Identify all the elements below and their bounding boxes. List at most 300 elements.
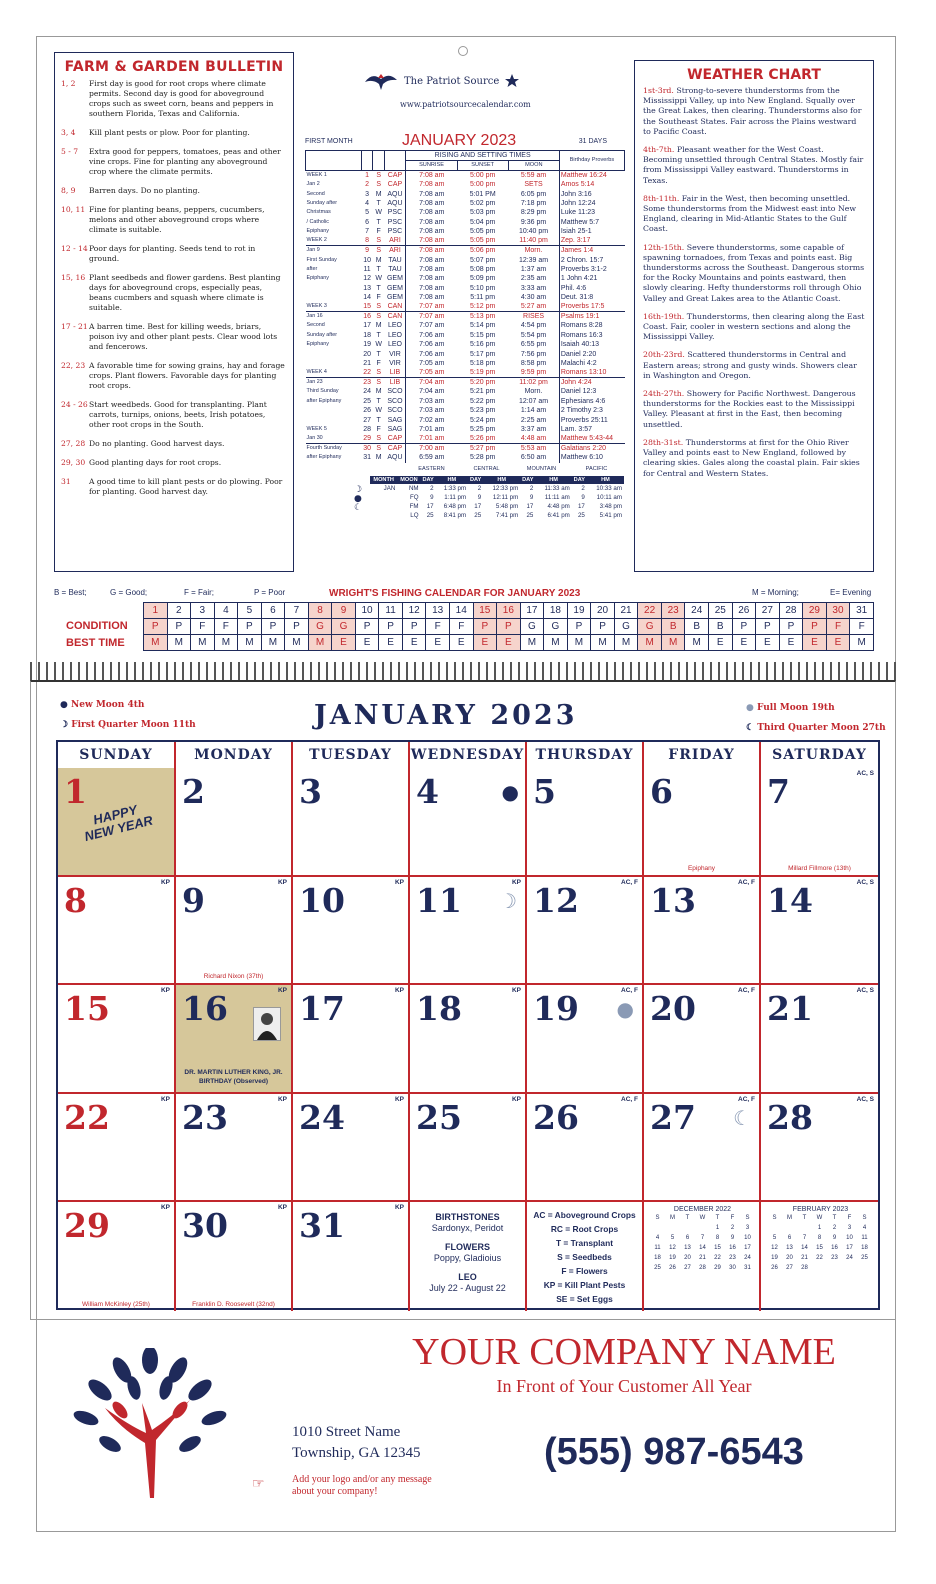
farm-item-text: A barren time. Best for killing weeds, briars, poison ivy and other plant pests. Clear wood lots and fencerows.: [89, 322, 278, 351]
day-cell[interactable]: [644, 877, 761, 986]
week-note: Second: [306, 190, 325, 197]
legend-item: KP = Kill Plant Pests: [543, 1280, 626, 1290]
sunset: 5:24 pm: [470, 416, 496, 424]
sunset: 5:07 pm: [470, 256, 496, 264]
day-cell[interactable]: [761, 985, 878, 1094]
moon-phase-table: [370, 476, 624, 520]
day-number: 21: [767, 989, 813, 1028]
day-cell[interactable]: [527, 985, 644, 1094]
mini-dow: T: [685, 1215, 690, 1221]
day-number: 27: [650, 1097, 696, 1137]
third-quarter-note: ☾ Third Quarter Moon 27th: [746, 723, 886, 733]
sunrise: 7:03 am: [406, 397, 457, 406]
sunset: 5:17 pm: [470, 350, 496, 358]
day-cell[interactable]: [644, 768, 761, 877]
day-cell[interactable]: [176, 985, 293, 1094]
month-grid: [56, 740, 880, 1310]
moon-time: 5:54 pm: [520, 331, 547, 339]
day-cell[interactable]: [293, 1094, 410, 1203]
moon-table-head: HM: [436, 476, 468, 484]
fishing-day: 26: [732, 603, 756, 619]
weather-chart: [634, 60, 874, 572]
mini-day: 8: [817, 1235, 822, 1241]
weather-title: WEATHER CHART: [687, 67, 821, 83]
almanac-day: 23: [363, 379, 371, 387]
fishing-day: 29: [803, 603, 827, 619]
almanac-dow: T: [376, 350, 381, 358]
fishing-best-time: M: [638, 635, 662, 651]
fishing-day: 8: [308, 603, 332, 619]
moon-cell: 17: [474, 503, 482, 510]
day-number: 16: [182, 989, 228, 1028]
farm-list: [61, 79, 287, 497]
fishing-best-time: E: [732, 635, 756, 651]
almanac-day: 4: [365, 199, 370, 207]
mini-day: [650, 1225, 665, 1231]
farm-item-days: 1, 2: [61, 79, 76, 88]
almanac-row: [306, 415, 625, 424]
almanac-day: 10: [363, 256, 371, 264]
moon-cell: 17: [426, 503, 434, 510]
moon-time: 1:14 am: [520, 407, 547, 415]
moon-cell: 25: [526, 512, 534, 519]
mini-day: 13: [786, 1245, 793, 1251]
moon-time: 6:50 am: [520, 454, 547, 462]
proverb: Deut. 31:8: [559, 293, 624, 302]
day-number: 30: [182, 1206, 228, 1245]
sunrise: 6:59 am: [406, 453, 457, 462]
weather-item: [643, 86, 865, 137]
mini-day: 10: [846, 1235, 853, 1241]
proverb: Psalms 19:1: [559, 312, 624, 322]
street: 1010 Street Name: [292, 1424, 401, 1440]
day-header: SATURDAY: [772, 747, 867, 763]
day-cell[interactable]: [58, 877, 176, 986]
fishing-best-time: E: [708, 635, 732, 651]
mini-day: 14: [801, 1245, 808, 1251]
farm-item-days: 24 - 26: [61, 400, 88, 409]
crop-tag: KP: [511, 1095, 521, 1103]
mini-day: 25: [861, 1255, 868, 1261]
star-icon: [505, 74, 519, 88]
moon-table-head: HM: [535, 476, 571, 484]
legend-item: F = Flowers: [561, 1266, 608, 1276]
mini-day: [665, 1225, 680, 1231]
farm-item: [61, 439, 287, 449]
moon-time: 4:30 am: [520, 294, 547, 302]
fishing-condition: P: [355, 619, 379, 635]
sunset: 5:12 pm: [470, 303, 496, 311]
almanac-day: 28: [363, 426, 371, 433]
almanac-dow: S: [376, 435, 382, 443]
moon-cell: FQ: [409, 494, 419, 501]
mini-dow: W: [816, 1215, 823, 1221]
mini-day: 27: [684, 1265, 691, 1271]
first-quarter-note: ☽ First Quarter Moon 11th: [60, 720, 196, 730]
day-cell[interactable]: [410, 985, 527, 1094]
day-cell[interactable]: [293, 1202, 410, 1311]
company-name: YOUR COMPANY NAME: [412, 1331, 836, 1373]
moon-sign: GEM: [386, 275, 403, 283]
new-moon-icon: ●: [60, 700, 68, 710]
key-best: B = Best;: [54, 588, 87, 597]
weather-item: [643, 312, 865, 343]
day-number: 18: [416, 989, 462, 1028]
mini-day: [767, 1225, 782, 1231]
sunrise: 7:07 am: [406, 302, 457, 312]
day-cell[interactable]: [58, 1094, 176, 1203]
mini-day: 19: [771, 1255, 778, 1261]
farm-item-days: 12 - 14: [61, 244, 88, 253]
day-header: MONDAY: [176, 742, 293, 768]
birthstones-value: Sardonyx, Peridot: [431, 1223, 504, 1233]
fishing-best-time: M: [214, 635, 238, 651]
crop-tag: KP: [511, 987, 521, 994]
proverb: Romans 16:3: [559, 331, 624, 340]
day-cell[interactable]: [176, 877, 293, 986]
farm-item-days: 15, 16: [61, 273, 86, 282]
weather-item-text: Strong-to-severe thunderstorms from the Mississippi Valley, up into New England. Squally over the Great Lakes, then clearing. Thunderstorms also for the Southeast States. Fair across the Plains westward to Pacific Coast.: [643, 86, 862, 136]
moon-time: 3:33 am: [520, 284, 547, 292]
almanac-title: JANUARY 2023: [402, 132, 517, 149]
day-cell[interactable]: [176, 1094, 293, 1203]
farm-item: [61, 322, 287, 352]
day-cell[interactable]: [527, 877, 644, 986]
day-cell[interactable]: [410, 768, 527, 877]
moon-time: 6:55 pm: [520, 341, 547, 349]
new-moon-note: ● New Moon 4th: [60, 700, 145, 710]
mini-day: 16: [831, 1245, 838, 1251]
fishing-best-time: M: [285, 635, 309, 651]
key-poor: P = Poor: [254, 588, 286, 597]
farm-item: [61, 79, 287, 119]
day-number: 31: [299, 1206, 345, 1245]
weather-item-text: Thunderstorms, then clearing along the East Coast. Fair, cooler in western sections and along the Mississippi Valley.: [643, 311, 865, 342]
sunset: 5:08 pm: [470, 265, 496, 273]
moon-cell: 17: [526, 503, 534, 510]
moon-time: 1:37 am: [520, 265, 547, 273]
day-number: 28: [767, 1097, 813, 1137]
patriot-logo: [364, 66, 564, 96]
day-note: Franklin D. Roosevelt (32nd): [192, 1300, 275, 1308]
almanac-row: [306, 425, 625, 434]
moon-cell: 6:48 pm: [443, 503, 467, 510]
website-url[interactable]: www.patriotsourcecalendar.com: [400, 100, 531, 109]
week-note: [306, 293, 362, 302]
zone-central: CENTRAL: [473, 466, 500, 472]
moon-cell: 25: [426, 512, 434, 519]
moon-time: 4:54 pm: [520, 322, 547, 330]
day-cell[interactable]: [176, 1202, 293, 1311]
farm-item-text: Plant seedbeds and flower gardens. Best planting days for aboveground crops, especially peas, beans cucmbers and squash where climate is suitable.: [89, 273, 281, 312]
moon-time: 2:35 am: [520, 275, 547, 283]
day-note: William McKinley (25th): [82, 1300, 150, 1308]
day-number: 12: [533, 880, 579, 920]
weather-list: [643, 86, 865, 479]
almanac-row: [306, 434, 625, 444]
moon-sign: CAN: [387, 303, 403, 311]
mini-dow: S: [655, 1215, 660, 1221]
day-cell[interactable]: [410, 877, 527, 986]
day-cell[interactable]: [58, 1202, 176, 1311]
moon-time: Morn.: [524, 247, 543, 255]
fishing-best-time: M: [191, 635, 215, 651]
sunset: 5:02 pm: [470, 199, 496, 207]
tree-logo-icon: [50, 1348, 250, 1498]
mini-dow: S: [745, 1215, 750, 1221]
mini-dow: S: [772, 1215, 777, 1221]
almanac-table: [305, 150, 625, 463]
fishing-best-time: M: [591, 635, 615, 651]
moon-sign: LIB: [389, 369, 401, 377]
mini-day: 1: [817, 1225, 822, 1231]
sunset: 5:13 pm: [470, 313, 496, 321]
week-note: / Catholic: [306, 218, 329, 225]
fishing-best-time: M: [238, 635, 262, 651]
fishing-condition: F: [449, 619, 473, 635]
moon-cell: 2: [477, 485, 482, 492]
almanac-row: [306, 349, 625, 358]
weather-item-dates: 12th-15th.: [643, 242, 685, 252]
fishing-best-time: E: [473, 635, 497, 651]
moon-cell: 12:33 pm: [492, 485, 519, 492]
almanac-dow: S: [376, 247, 382, 255]
zone-mountain: MOUNTAIN: [526, 466, 557, 472]
moon-sign: LEO: [387, 322, 402, 330]
almanac-row: [306, 265, 625, 274]
proverb: Proverbs 3:1-2: [559, 265, 624, 274]
first-quarter-icon: ☽: [60, 720, 69, 730]
almanac-dow: S: [376, 369, 382, 377]
moon-cell: 2: [581, 485, 585, 492]
moon-table-head: DAY: [573, 477, 585, 483]
sunrise: 7:08 am: [406, 199, 457, 208]
day-cell[interactable]: [410, 1094, 527, 1203]
fishing-day: 20: [591, 603, 615, 619]
almanac-day: 19: [363, 341, 371, 349]
crop-tag: AC, S: [856, 1095, 874, 1103]
sunset: 5:16 pm: [470, 341, 496, 349]
proverb: Matthew 5:7: [559, 218, 624, 227]
mini-day: 31: [744, 1265, 751, 1271]
logo-text: The Patriot Source: [404, 75, 500, 87]
sunrise: 7:08 am: [406, 208, 457, 217]
mini-day: 20: [684, 1255, 691, 1261]
day-number: 9: [182, 880, 205, 920]
mini-day: 29: [714, 1265, 721, 1271]
fishing-condition: F: [850, 619, 874, 635]
sunset: 5:22 pm: [470, 397, 496, 405]
sunset: 5:27 pm: [470, 445, 496, 453]
day-cell[interactable]: [644, 1094, 761, 1203]
mini-title: DECEMBER 2022: [673, 1206, 732, 1213]
best-time-label: BEST TIME: [66, 637, 125, 649]
proverb: Ephesians 4:6: [559, 397, 624, 406]
week-col-head: [306, 151, 362, 171]
sunrise: 7:08 am: [406, 180, 457, 189]
sunset: 5:10 pm: [470, 284, 496, 292]
legend-item: S = Seedbeds: [557, 1252, 612, 1262]
day-cell[interactable]: [293, 768, 410, 877]
mini-day: 7: [802, 1235, 807, 1241]
week-note: Epiphany: [306, 341, 329, 348]
almanac-day: 9: [365, 247, 370, 255]
fishing-day: 17: [520, 603, 544, 619]
legend-item: AC = Aboveground Crops: [533, 1210, 636, 1220]
weather-item-dates: 28th-31st.: [643, 437, 684, 447]
mini-day: 8: [715, 1235, 720, 1241]
week-note: WEEK 5: [306, 426, 327, 432]
moon-cell: 9: [430, 494, 434, 501]
fishing-day: 15: [473, 603, 497, 619]
day-cell[interactable]: [58, 768, 176, 877]
day-cell[interactable]: [761, 877, 878, 986]
day-note: Epiphany: [687, 864, 716, 872]
fishing-day: 14: [449, 603, 473, 619]
new-moon-icon: ●: [501, 780, 519, 804]
fishing-day: 27: [756, 603, 780, 619]
almanac-row: [306, 255, 625, 264]
sunset: 5:04 pm: [470, 218, 496, 226]
fishing-day: 22: [638, 603, 662, 619]
third-quarter-icon: ☾: [746, 723, 755, 733]
fishing-condition: P: [144, 619, 168, 635]
week-note: Jan 9: [306, 247, 320, 254]
moon-cell: 12:11 pm: [492, 494, 519, 501]
mini-day: 12: [771, 1245, 778, 1251]
fishing-best-time: M: [850, 635, 874, 651]
moon-sign: SCO: [387, 397, 403, 405]
sunset: 5:15 pm: [470, 331, 496, 339]
moon-time: 8:58 pm: [520, 360, 547, 368]
crop-tag: KP: [394, 1204, 404, 1211]
month-title: JANUARY 2023: [314, 700, 578, 731]
mini-day: 23: [729, 1255, 736, 1261]
moon-table-head: DAY: [422, 477, 434, 483]
day-cell[interactable]: [644, 985, 761, 1094]
weather-item: [643, 389, 865, 430]
moon-cell: 2: [430, 485, 434, 492]
sunset: 5:20 pm: [470, 379, 496, 387]
almanac-day: 16: [363, 313, 371, 321]
fishing-calendar: [54, 584, 874, 651]
day-cell[interactable]: [527, 768, 644, 877]
week-note: [306, 284, 362, 293]
mini-day: 24: [846, 1255, 853, 1261]
day-cell[interactable]: [761, 768, 878, 877]
mini-day: 12: [669, 1245, 676, 1251]
farm-item-text: A good time to kill plant pests or do plowing. Poor for planting. Good harvest day.: [89, 477, 283, 496]
fishing-day: 31: [850, 603, 874, 619]
day-number: 7: [767, 772, 790, 811]
almanac-row: [306, 171, 625, 181]
farm-item: [61, 400, 287, 430]
moon-cell: [370, 502, 397, 511]
day-cell[interactable]: [761, 1094, 878, 1203]
sign-value: July 22 - August 22: [429, 1283, 506, 1293]
moon-cell: 5:41 pm: [599, 512, 622, 519]
proverb: Daniel 12:3: [559, 387, 624, 396]
day-cell[interactable]: [176, 768, 293, 877]
key-evening: E= Evening: [830, 588, 872, 597]
fishing-day: 16: [497, 603, 521, 619]
week-note: Epiphany: [306, 275, 329, 282]
moon-cell: 17: [577, 503, 585, 510]
proverb: John 3:16: [559, 189, 624, 198]
moon-time: 11:40 pm: [519, 237, 548, 245]
mini-day: 15: [714, 1245, 721, 1251]
fishing-best-time: E: [497, 635, 521, 651]
zone-pacific: PACIFIC: [585, 466, 608, 472]
crop-tag: KP: [511, 878, 521, 886]
proverb: Malachi 4:2: [559, 359, 624, 368]
week-note: after Epiphany: [306, 397, 342, 404]
sunrise: 7:08 am: [406, 293, 457, 302]
moon-sign: ARI: [389, 237, 401, 245]
fishing-best-time: E: [756, 635, 780, 651]
proverb: Proverbs 17:5: [559, 302, 624, 312]
moon-sign: SAG: [387, 416, 403, 424]
day-cell[interactable]: [58, 985, 176, 1094]
mini-day: 9: [730, 1235, 735, 1241]
mini-day: 7: [700, 1235, 705, 1241]
day-cell[interactable]: [293, 985, 410, 1094]
day-cell[interactable]: [293, 877, 410, 986]
proverb: 1 John 4:21: [559, 274, 624, 283]
mini-day: 22: [816, 1255, 823, 1261]
mini-day: 13: [684, 1245, 691, 1251]
moon-sign: AQU: [387, 190, 403, 198]
almanac-row: [306, 387, 625, 396]
proverb: Matthew 5:43-44: [559, 434, 624, 444]
mini-day: [782, 1225, 797, 1231]
fishing-best-time: E: [803, 635, 827, 651]
sunset: 5:09 pm: [470, 275, 496, 283]
sunset: 5:14 pm: [470, 322, 496, 330]
farm-item-text: Kill plant pests or plow. Poor for planting.: [89, 128, 250, 137]
farm-item-days: 17 - 21: [61, 322, 88, 331]
week-note: [306, 406, 362, 415]
fishing-condition: B: [661, 619, 685, 635]
sunrise: 7:01 am: [406, 425, 457, 434]
fishing-day: 25: [708, 603, 732, 619]
fishing-day: 28: [779, 603, 803, 619]
almanac-day: 18: [363, 331, 371, 339]
moon-time: 2:25 am: [520, 416, 547, 424]
address: [292, 1422, 421, 1464]
week-note: after Epiphany: [306, 454, 342, 461]
moon-sign: AQU: [387, 199, 403, 207]
almanac-day: 3: [365, 190, 370, 198]
week-note: WEEK 1: [306, 172, 327, 178]
fishing-title: WRIGHT'S FISHING CALENDAR FOR JANUARY 2023: [329, 588, 581, 599]
day-cell[interactable]: [527, 1094, 644, 1203]
day-number: 23: [182, 1097, 228, 1137]
fishing-condition: F: [826, 619, 850, 635]
almanac-header: [305, 134, 625, 148]
sunrise: 7:06 am: [406, 331, 457, 340]
mini-day: [797, 1225, 812, 1231]
mini-day: 17: [846, 1245, 853, 1251]
almanac-dow: W: [375, 275, 382, 283]
mini-dow: S: [862, 1215, 867, 1221]
almanac-day: 27: [363, 416, 371, 424]
farm-item-days: 3, 4: [61, 128, 76, 137]
almanac-dow: W: [375, 209, 382, 217]
moon-time: 7:18 pm: [520, 199, 547, 207]
sunset-head: SUNSET: [457, 161, 508, 171]
moon-table-head: HM: [483, 476, 520, 484]
